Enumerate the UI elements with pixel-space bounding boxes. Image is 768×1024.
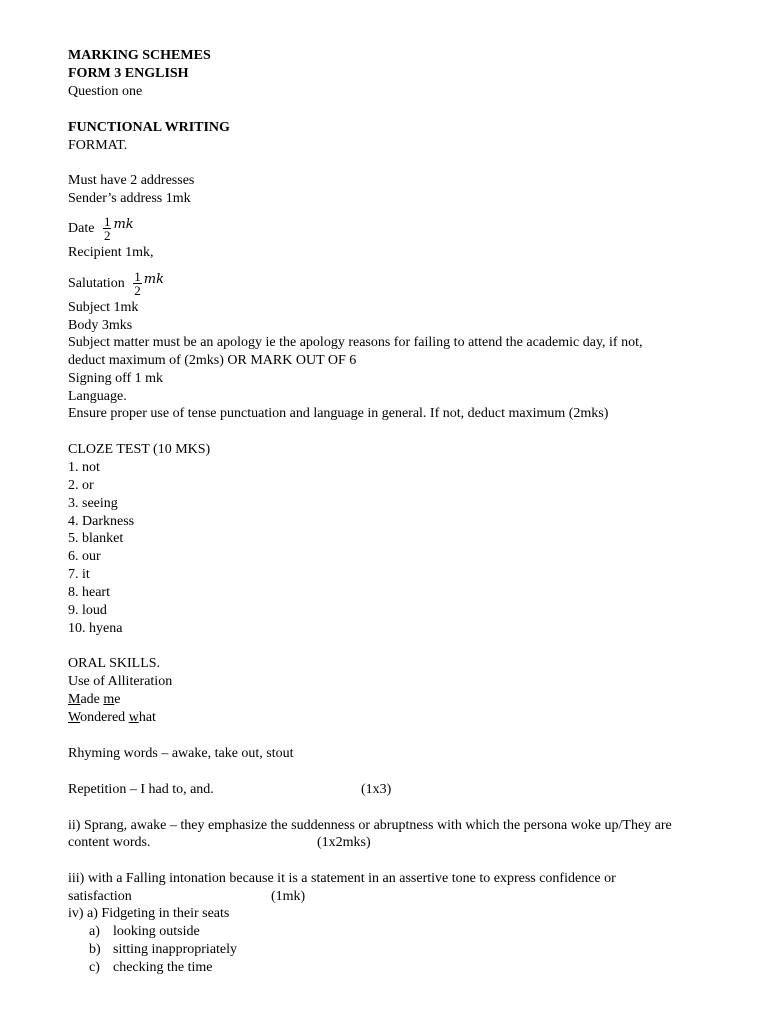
fraction-denominator: 2	[103, 228, 111, 244]
must-have-line: Must have 2 addresses	[68, 173, 195, 188]
cloze-answer: 7. it	[68, 567, 90, 582]
section-heading-functional-writing: FUNCTIONAL WRITING	[68, 120, 230, 135]
fraction-denominator: 2	[134, 283, 141, 299]
body-line: Body 3mks	[68, 318, 133, 333]
senders-address-line: Sender’s address 1mk	[68, 191, 191, 206]
list-item-letter: a)	[89, 924, 100, 939]
cloze-answer: 5. blanket	[68, 531, 124, 546]
date-label: Date	[68, 221, 95, 236]
answer-ii-marks: (1x2mks)	[317, 835, 371, 850]
ensure-line: Ensure proper use of tense punctuation and language in general. If not, deduct maximum (2mks)	[68, 406, 609, 421]
list-item-text: checking the time	[113, 960, 213, 975]
signing-off-line: Signing off 1 mk	[68, 371, 164, 386]
cloze-answer: 4. Darkness	[68, 514, 135, 529]
document-title: MARKING SCHEMES	[68, 48, 211, 63]
alliteration-line: Use of Alliteration	[68, 674, 173, 689]
half-fraction	[133, 270, 142, 297]
fraction-unit: mk	[143, 272, 164, 287]
cloze-answer: 9. loud	[68, 603, 107, 618]
question-label: Question one	[68, 84, 143, 99]
answer-iii-line-1: iii) with a Falling intonation because it is a statement in an assertive tone to express confidence or	[68, 871, 616, 886]
cloze-answer: 2. or	[68, 478, 94, 493]
cloze-answer: 6. our	[68, 549, 101, 564]
fraction-numerator: 1	[134, 269, 141, 285]
repetition-marks: (1x3)	[361, 782, 392, 797]
rhyming-line: Rhyming words – awake, take out, stout	[68, 746, 294, 761]
date-line	[68, 208, 134, 246]
list-item-text: sitting inappropriately	[113, 942, 238, 957]
alliteration-example-wondered-what: Wondered what	[68, 710, 156, 725]
answer-ii-line-2: content words.	[68, 835, 151, 850]
language-label: Language.	[68, 389, 127, 404]
cloze-answer: 3. seeing	[68, 496, 118, 511]
list-item-text: looking outside	[113, 924, 200, 939]
section-heading-cloze: CLOZE TEST (10 MKS)	[68, 442, 211, 457]
fraction-unit: mk	[113, 217, 134, 232]
section-heading-oral-skills: ORAL SKILLS.	[68, 656, 161, 671]
list-item-letter: c)	[89, 960, 100, 975]
salutation-label: Salutation	[68, 276, 125, 291]
list-item-letter: b)	[89, 942, 101, 957]
answer-ii-line-1: ii) Sprang, awake – they emphasize the suddenness or abruptness with which the persona woke up/They are	[68, 818, 672, 833]
salutation-line	[68, 263, 164, 301]
subject-line: Subject 1mk	[68, 300, 139, 315]
half-fraction	[103, 215, 112, 242]
fraction-numerator: 1	[103, 214, 111, 230]
answer-iii-line-2: satisfaction	[68, 889, 132, 904]
format-label: FORMAT.	[68, 138, 128, 153]
cloze-answer: 8. heart	[68, 585, 110, 600]
answer-iii-marks: (1mk)	[271, 889, 306, 904]
cloze-answer: 1. not	[68, 460, 100, 475]
subject-matter-line-2: deduct maximum of (2mks) OR MARK OUT OF 6	[68, 353, 357, 368]
cloze-answer: 10. hyena	[68, 621, 123, 636]
recipient-line: Recipient 1mk,	[68, 245, 154, 260]
answer-iv-line: iv) a) Fidgeting in their seats	[68, 906, 230, 921]
repetition-line: Repetition – I had to, and.	[68, 782, 214, 797]
alliteration-example-made-me: Made me	[68, 692, 121, 707]
subject-matter-line-1: Subject matter must be an apology ie the apology reasons for failing to attend the academic day, if not,	[68, 335, 643, 350]
document-subtitle: FORM 3 ENGLISH	[68, 66, 189, 81]
